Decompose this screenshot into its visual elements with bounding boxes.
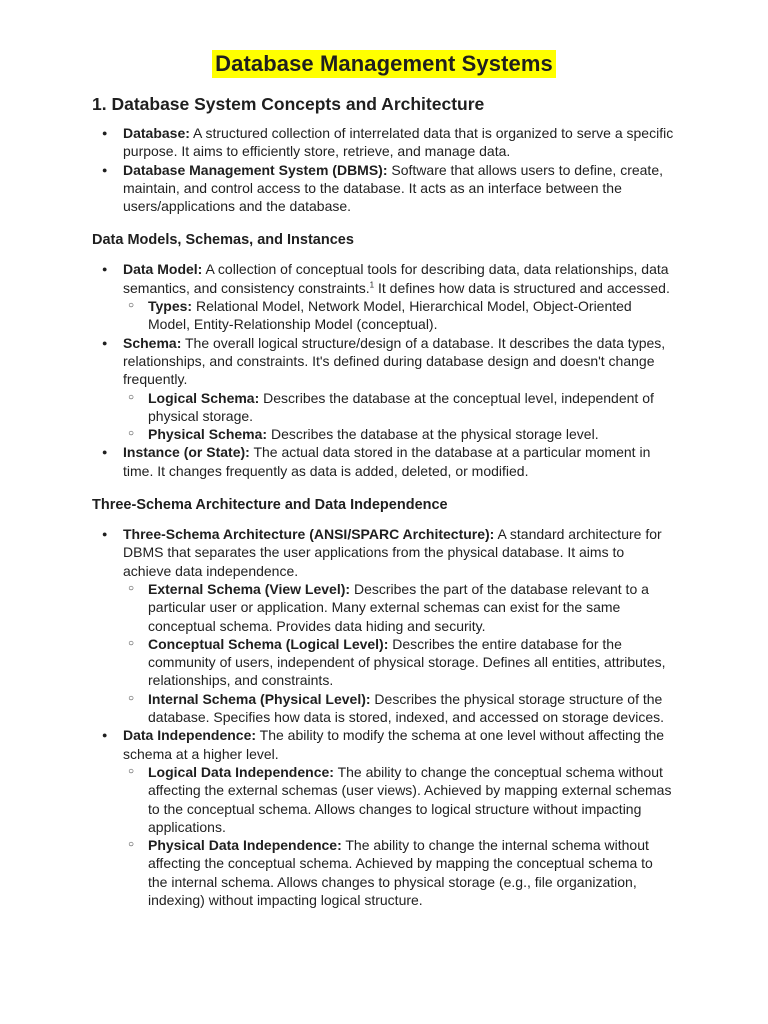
concepts-list xyxy=(92,124,676,215)
term-definition: Describes the database at the physical storage level. xyxy=(267,426,599,443)
subsection-heading-models: Data Models, Schemas, and Instances xyxy=(92,232,354,249)
term-label: Logical Schema: xyxy=(148,389,260,406)
term-definition: The ability to change the internal schema without affecting the conceptual schema. Achieved by mapping the conceptual schema to the internal schema. Allows changes to physical storage (e.g., file organization, indexing) without impacting logical structure. xyxy=(148,837,653,908)
list-item-data-model xyxy=(92,260,676,333)
term-label: Three-Schema Architecture (ANSI/SPARC Architecture): xyxy=(123,526,495,543)
list-item-instance xyxy=(92,443,676,480)
term-definition: The ability to modify the schema at one level without affecting the schema at a higher level. xyxy=(123,727,665,762)
schema-sublist xyxy=(123,389,676,444)
term-label: Data Model: xyxy=(123,261,203,278)
document-title: Database Management Systems xyxy=(212,50,556,78)
sublist-item-logical-independence xyxy=(92,763,676,836)
sublist-item-external-schema xyxy=(92,580,676,635)
list-item-database xyxy=(92,124,676,161)
architecture-sublist xyxy=(123,580,676,726)
sublist-item-types xyxy=(92,297,676,334)
term-definition: A collection of conceptual tools for describing data, data relationships, data semantics, and consistency constraints. xyxy=(123,261,669,296)
subsection-heading-three-schema: Three-Schema Architecture and Data Independence xyxy=(92,497,448,514)
term-label: External Schema (View Level): xyxy=(148,580,351,597)
term-definition: Describes the part of the database relevant to a particular user or application. Many external schemas can exist for the same conceptual schema. Provides data hiding and security. xyxy=(148,580,649,634)
term-definition: Software that allows users to define, create, maintain, and control access to the database. It acts as an interface between the users/applications and the database. xyxy=(123,161,663,215)
term-label: Instance (or State): xyxy=(123,444,250,461)
sublist-item-logical-schema xyxy=(92,389,676,426)
sublist-item-physical-schema xyxy=(92,425,676,443)
term-label: Logical Data Independence: xyxy=(148,763,334,780)
term-definition: A standard architecture for DBMS that separates the user applications from the physical database. It aims to achieve data independence. xyxy=(123,526,662,579)
term-label: Physical Data Independence: xyxy=(148,837,342,854)
term-label: Types: xyxy=(148,298,193,315)
term-definition: Relational Model, Network Model, Hierarchical Model, Object-Oriented Model, Entity-Relationship Model (conceptual). xyxy=(148,298,632,333)
term-definition-cont: It defines how data is structured and accessed. xyxy=(374,279,670,296)
term-label: Data Independence: xyxy=(123,727,257,744)
footnote-marker: 1 xyxy=(369,280,375,290)
title-wrapper xyxy=(92,50,676,78)
term-label: Conceptual Schema (Logical Level): xyxy=(148,635,389,652)
term-label: Database Management System (DBMS): xyxy=(123,161,388,178)
term-definition: Describes the entire database for the community of users, independent of physical storage. Defines all entities, attributes, relationships, and constraints. xyxy=(148,635,666,689)
term-definition: The overall logical structure/design of a database. It describes the data types, relationships, and constraints. It's defined during database design and doesn't change frequently. xyxy=(123,334,666,388)
term-definition: Describes the physical storage structure of the database. Specifies how data is stored, indexed, and accessed on storage devices. xyxy=(148,690,664,726)
list-item-dbms xyxy=(92,161,676,216)
list-item-data-independence xyxy=(92,726,676,909)
term-definition: A structured collection of interrelated data that is organized to serve a specific purpose. It aims to efficiently store, retrieve, and manage data. xyxy=(123,125,674,160)
list-item-three-schema-architecture xyxy=(92,525,676,726)
term-definition: The ability to change the conceptual schema without affecting the external schemas (user views). Achieved by mapping external schemas to the conceptual schema. Allows changes to logical structure without impacting applications. xyxy=(148,763,672,835)
sublist-item-internal-schema xyxy=(92,690,676,727)
term-definition: The actual data stored in the database at a particular moment in time. It changes frequently as data is added, deleted, or modified. xyxy=(123,444,651,479)
list-item-schema xyxy=(92,334,676,444)
data-model-sublist xyxy=(123,297,676,334)
section-heading-concepts: 1. Database System Concepts and Architecture xyxy=(92,94,485,114)
three-schema-list xyxy=(92,525,676,909)
term-label: Schema: xyxy=(123,334,182,351)
term-definition: Describes the database at the conceptual level, independent of physical storage. xyxy=(148,389,654,424)
models-list xyxy=(92,260,676,480)
term-label: Database: xyxy=(123,125,190,141)
sublist-item-conceptual-schema xyxy=(92,635,676,690)
term-label: Internal Schema (Physical Level): xyxy=(148,690,371,707)
sublist-item-physical-independence xyxy=(92,836,676,909)
term-label: Physical Schema: xyxy=(148,426,268,443)
independence-sublist xyxy=(123,763,676,909)
